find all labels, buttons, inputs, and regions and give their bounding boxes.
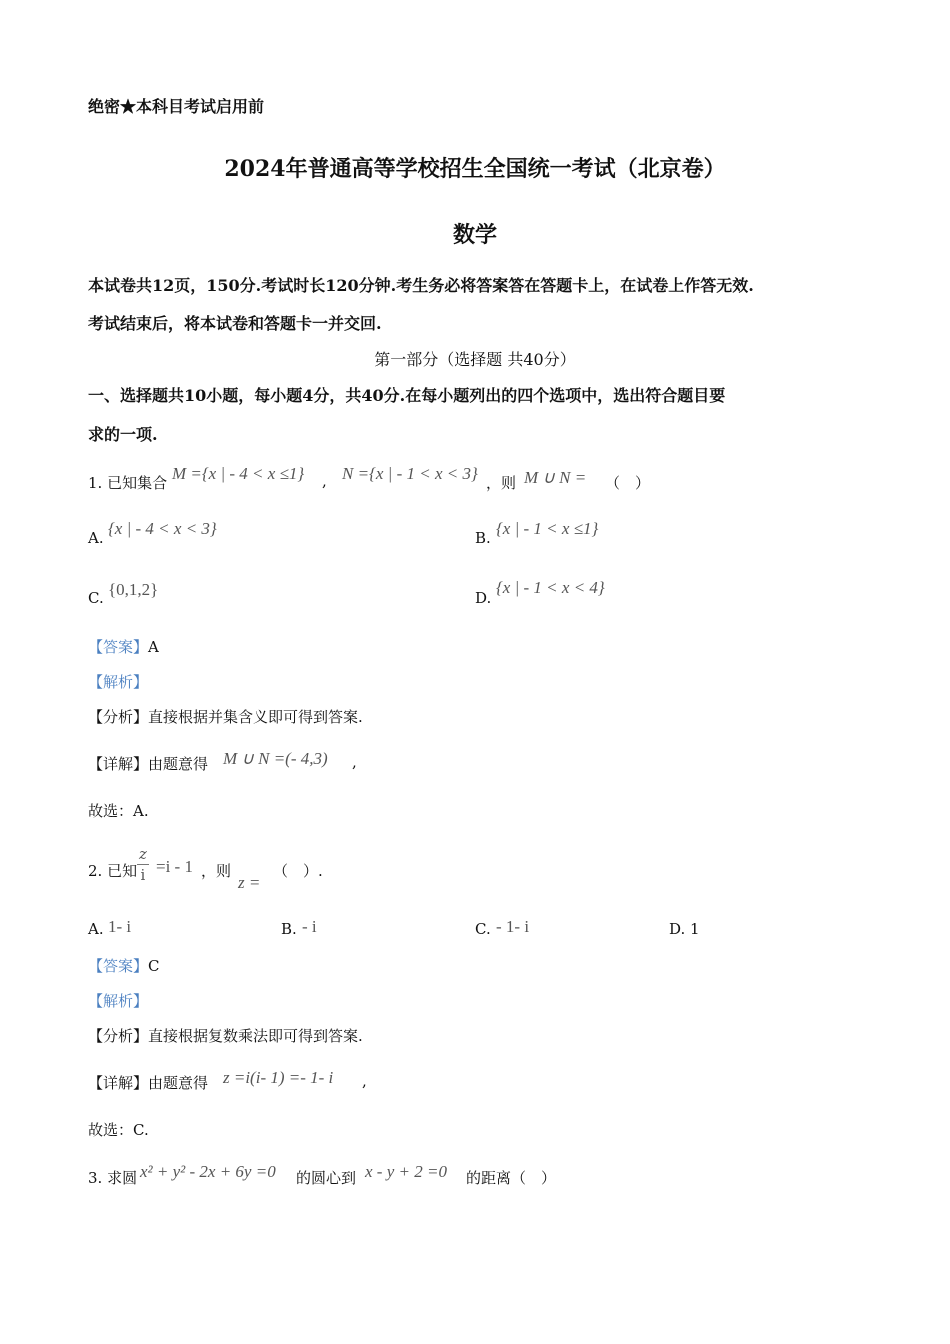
q2-option-c-label: C. — [475, 920, 491, 938]
section-line-2: 求的一项. — [88, 425, 158, 444]
q2-fenxi: 【分析】直接根据复数乘法即可得到答案. — [88, 1027, 363, 1045]
q2-option-a: 1- i — [108, 917, 132, 936]
q1-option-b: {x | - 1 < x ≤1} — [496, 519, 599, 538]
q2-option-a-label: A. — [88, 920, 104, 938]
q2-choose: 故选：C. — [88, 1121, 149, 1139]
q2-answer-row — [88, 955, 160, 976]
q1-analysis-tag: 【解析】 — [88, 673, 149, 691]
q1-set-n: N ={x | - 1 < x < 3} — [342, 464, 478, 483]
q1-prefix: 1. 已知集合 — [88, 474, 168, 492]
q3-mid: 的圆心到 — [296, 1169, 357, 1187]
q1-option-b-label: B. — [475, 529, 491, 547]
q3-end: 的距离（ ） — [466, 1169, 557, 1187]
q2-option-b: - i — [302, 917, 317, 936]
q1-detail-tag: 【详解】由题意得 — [88, 755, 209, 773]
q1-option-a-label: A. — [88, 529, 104, 547]
q1-option-d: {x | - 1 < x < 4} — [496, 578, 605, 597]
q3-line-equation: x - y + 2 =0 — [365, 1162, 447, 1181]
q2-answer-tag: 【答案】 — [88, 957, 149, 975]
q1-detail-end: , — [352, 753, 357, 771]
part1-title: 第一部分（选择题 共40分） — [374, 350, 576, 369]
q2-z: z = — [238, 873, 261, 892]
q2-fraction — [137, 847, 149, 883]
q2-detail-math: z =i(i- 1) =- 1- i — [223, 1068, 334, 1087]
q1-option-c-label: C. — [88, 589, 104, 607]
q2-answer: C — [148, 957, 160, 975]
q2-detail-tag: 【详解】由题意得 — [88, 1074, 209, 1092]
q1-paren: （ ） — [605, 474, 651, 492]
confidential-label: 绝密★本科目考试启用前 — [88, 97, 265, 116]
q2-equation: =i - 1 — [156, 857, 193, 876]
subject-title: 数学 — [452, 222, 497, 248]
q1-answer: A — [148, 638, 159, 656]
q1-union: M ∪ N = — [524, 468, 587, 487]
q1-option-c: {0,1,2} — [108, 580, 159, 599]
section-line-1: 一、选择题共10小题，每小题4分，共40分.在每小题列出的四个选项中，选出符合题目要 — [88, 386, 726, 405]
q2-then: ，则 — [201, 862, 232, 880]
q2-prefix: 2. 已知 — [88, 862, 138, 880]
q2-option-d: 1 — [690, 920, 700, 938]
q1-answer-tag: 【答案】 — [88, 638, 149, 656]
q3-prefix: 3. 求圆 — [88, 1169, 138, 1187]
q2-detail-end: , — [362, 1072, 367, 1090]
q1-detail-math: M ∪ N =(- 4,3) — [223, 749, 328, 768]
q1-comma: , — [322, 472, 327, 490]
q2-option-c: - 1- i — [496, 917, 530, 936]
q1-fenxi: 【分析】直接根据并集含义即可得到答案. — [88, 708, 363, 726]
q1-then: ，则 — [486, 474, 517, 492]
exam-title: 2024年普通高等学校招生全国统一考试（北京卷） — [224, 156, 726, 182]
notice-line-2: 考试结束后，将本试卷和答题卡一并交回. — [88, 314, 382, 333]
q3-circle-equation: x² + y² - 2x + 6y =0 — [140, 1162, 276, 1181]
q1-choose: 故选：A. — [88, 802, 149, 820]
q2-option-d-label: D. — [669, 920, 686, 938]
q2-option-b-label: B. — [281, 920, 297, 938]
q1-option-d-label: D. — [475, 589, 492, 607]
q1-option-a: {x | - 4 < x < 3} — [108, 519, 217, 538]
q2-analysis-tag: 【解析】 — [88, 992, 149, 1010]
q2-paren: （ ）. — [273, 862, 323, 880]
q2-frac-numerator: z — [139, 845, 147, 863]
q1-set-m: M ={x | - 4 < x ≤1} — [172, 464, 305, 483]
q2-frac-denominator: i — [140, 866, 146, 884]
notice-line-1: 本试卷共12页，150分.考试时长120分钟.考生务必将答案答在答题卡上，在试卷上作答无效. — [88, 276, 754, 295]
q1-answer-row — [88, 636, 159, 657]
